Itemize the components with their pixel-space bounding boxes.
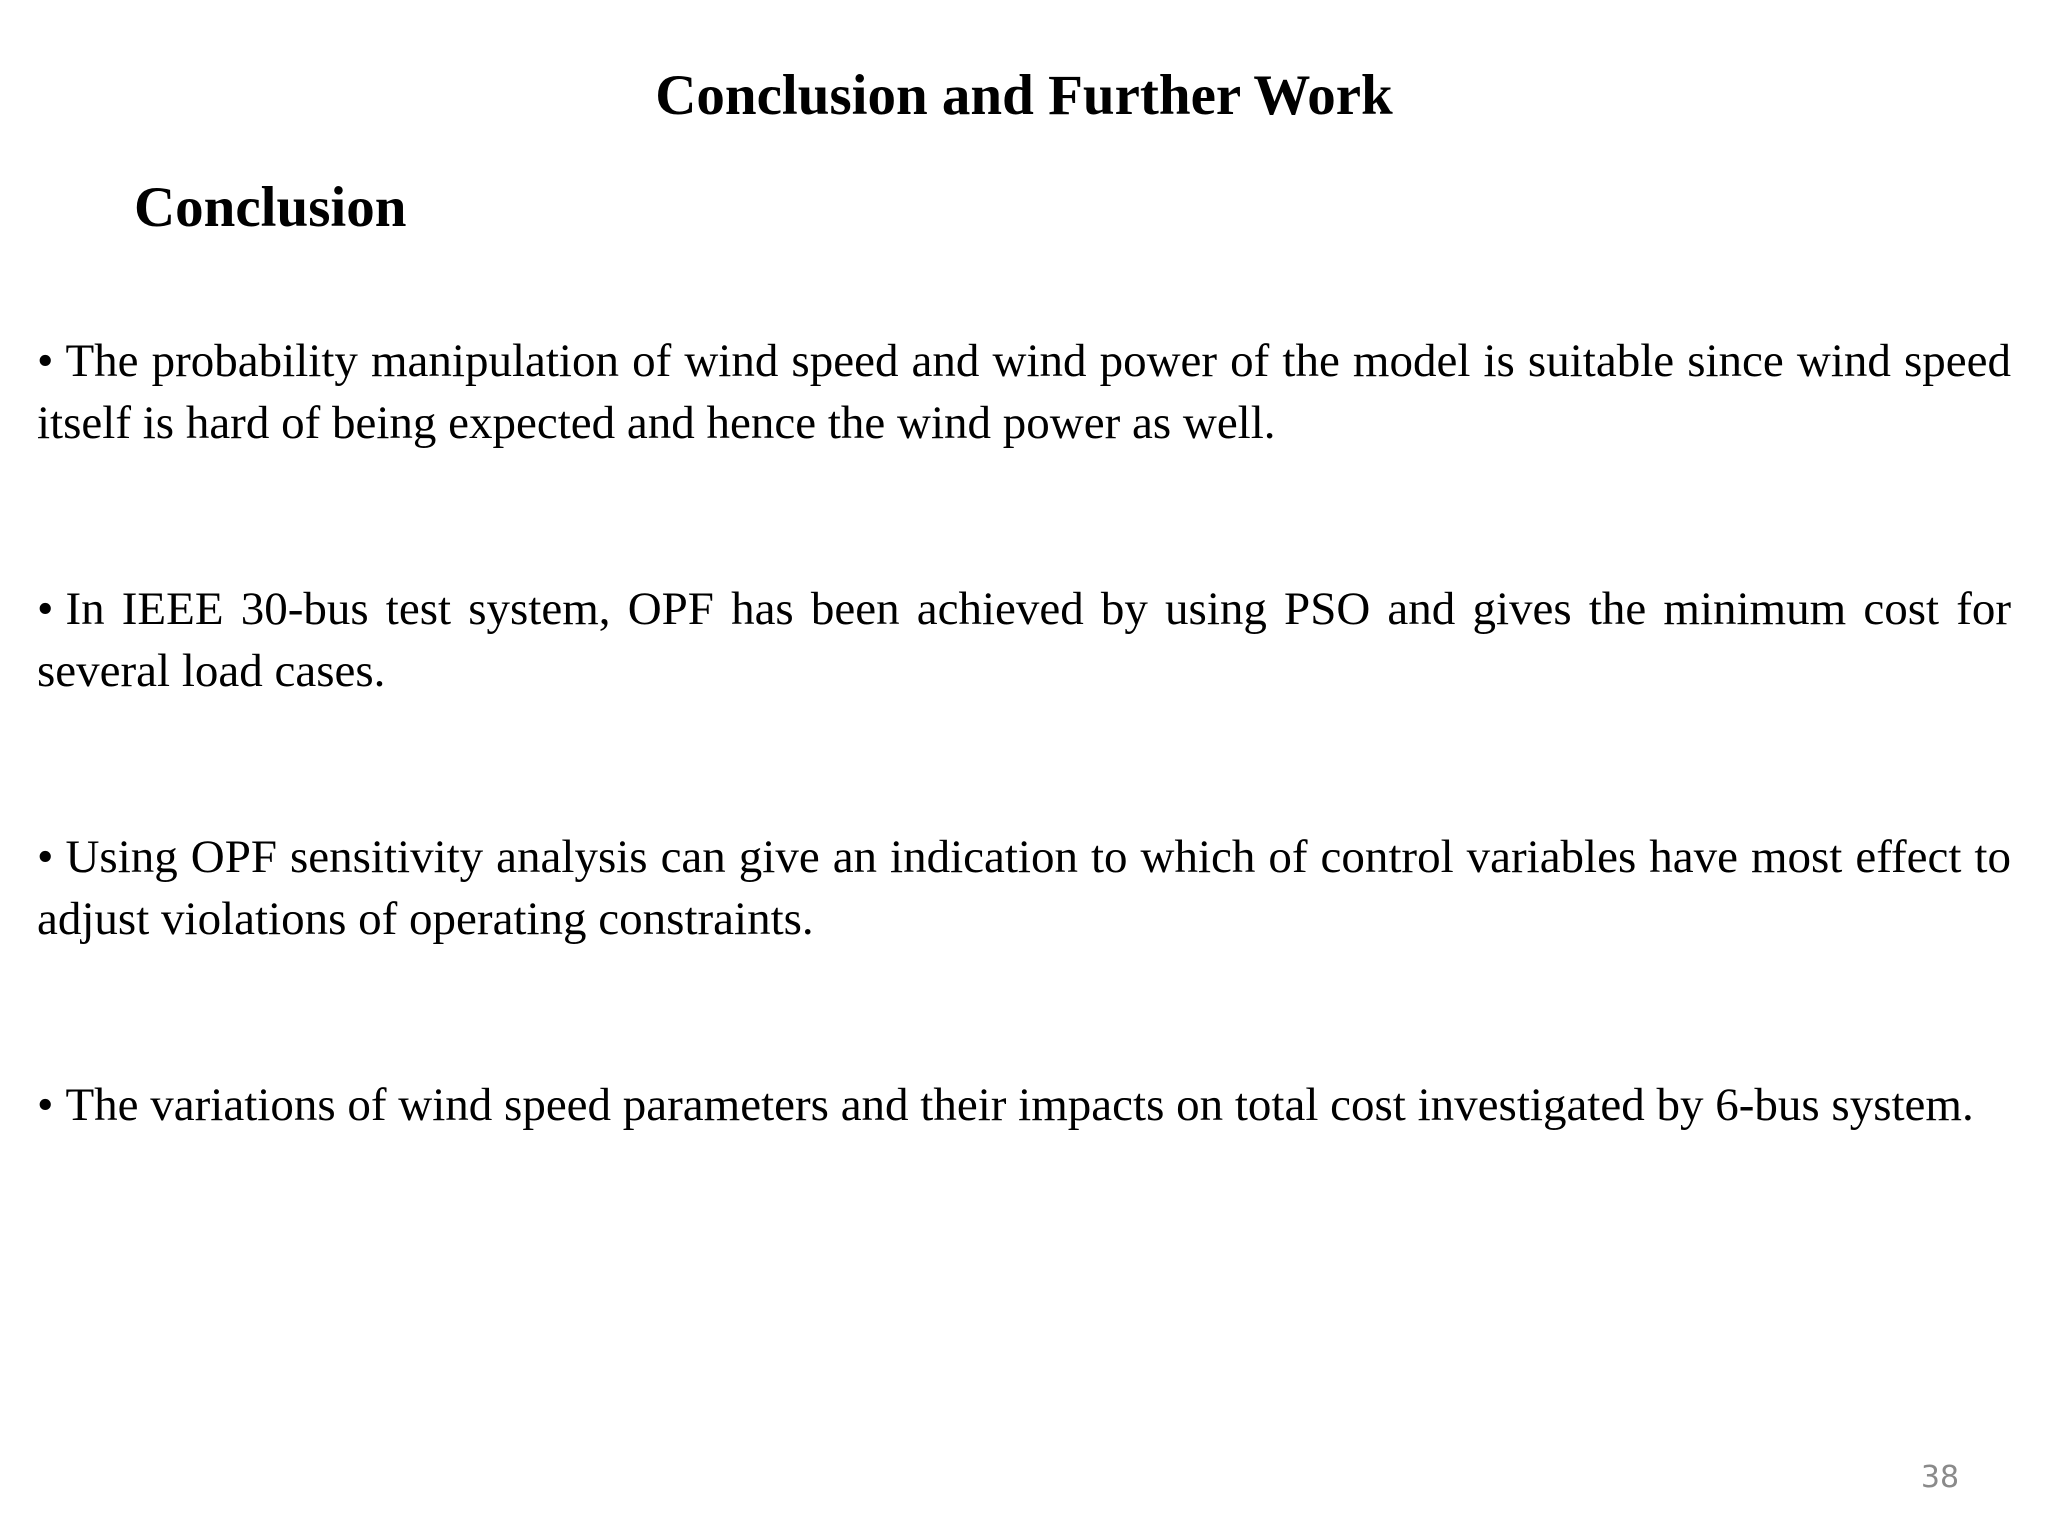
page-number: 38 <box>1920 1460 1960 1495</box>
section-heading: Conclusion <box>134 176 407 239</box>
bullet-item <box>37 330 2011 454</box>
bullet-icon: • <box>37 1079 54 1131</box>
bullet-text: In IEEE 30-bus test system, OPF has been achieved by using PSO and gives the minimum cost for several load cases. <box>37 583 2011 697</box>
bullet-item <box>37 578 2011 702</box>
bullet-text: Using OPF sensitivity analysis can give an indication to which of control variables have most effect to adjust violations of operating constraints. <box>37 831 2011 945</box>
bullet-icon: • <box>37 831 54 883</box>
bullet-item <box>37 826 2011 950</box>
bullet-item <box>37 1074 2011 1136</box>
bullet-icon: • <box>37 583 54 635</box>
bullet-text: The probability manipulation of wind speed and wind power of the model is suitable since wind speed itself is hard of being expected and hence the wind power as well. <box>37 335 2011 449</box>
slide-title: Conclusion and Further Work <box>655 64 1393 127</box>
bullet-text: The variations of wind speed parameters and their impacts on total cost investigated by 6-bus system. <box>65 1079 1974 1131</box>
bullet-icon: • <box>37 335 54 387</box>
